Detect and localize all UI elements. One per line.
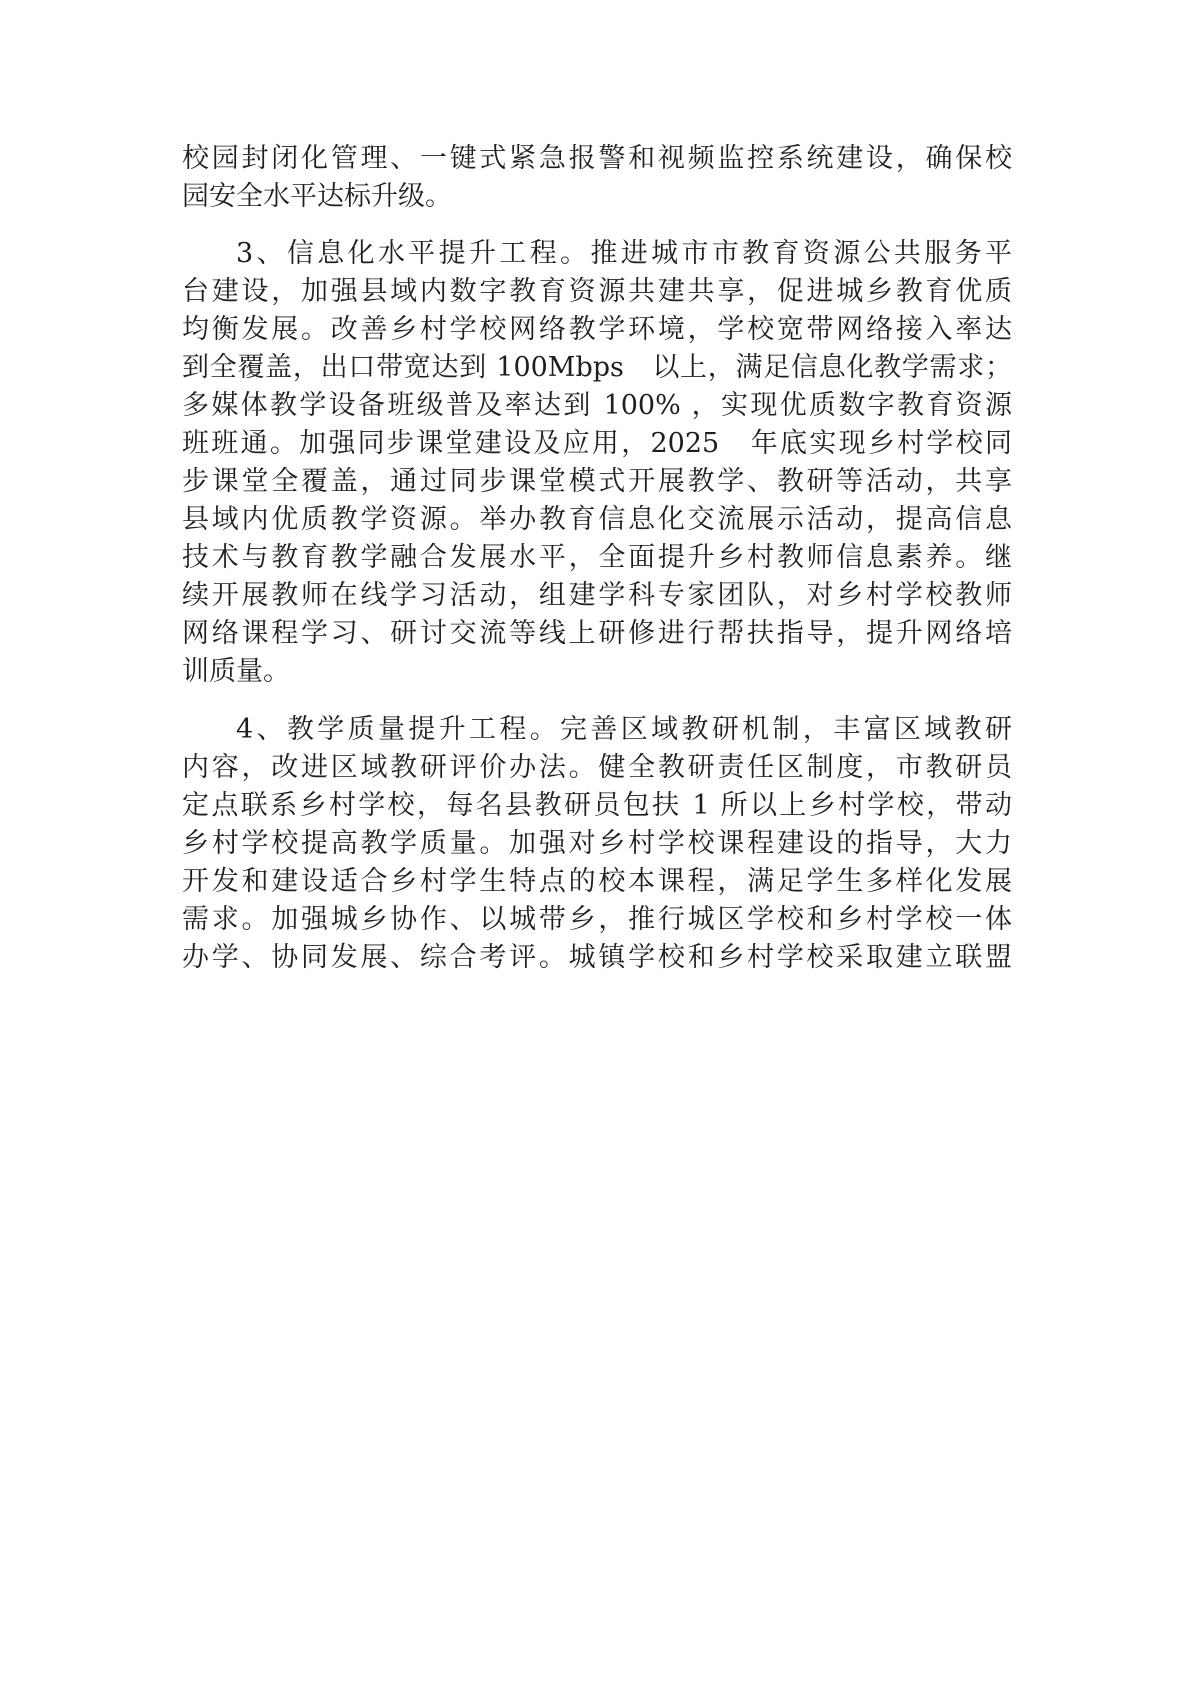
text-line: 4、教学质量提升工程。完善区域教研机制，丰富区域教研 bbox=[236, 714, 1012, 745]
text-line: 到全覆盖，出口带宽达到 100Mbps 以上，满足信息化教学需求； bbox=[182, 352, 1012, 383]
text-line: 内容，改进区域教研评价办法。健全教研责任区制度，市教研员 bbox=[182, 752, 1012, 783]
text-line: 多媒体教学设备班级普及率达到 100% ，实现优质数字教育资源 bbox=[182, 390, 1012, 421]
text-line: 3、信息化水平提升工程。推进城市市教育资源公共服务平 bbox=[236, 238, 1012, 269]
text-line: 步课堂全覆盖，通过同步课堂模式开展教学、教研等活动，共享 bbox=[182, 466, 1012, 497]
text-line: 县域内优质教学资源。举办教育信息化交流展示活动，提高信息 bbox=[182, 504, 1012, 535]
paragraph-teaching-quality bbox=[182, 711, 1012, 977]
text-line: 校园封闭化管理、一键式紧急报警和视频监控系统建设，确保校 bbox=[182, 143, 1012, 174]
text-line: 训质量。 bbox=[182, 656, 290, 687]
paragraph-informatization bbox=[182, 235, 1012, 691]
text-line: 网络课程学习、研讨交流等线上研修进行帮扶指导，提升网络培 bbox=[182, 618, 1012, 649]
text-line: 技术与教育教学融合发展水平，全面提升乡村教师信息素养。继 bbox=[182, 542, 1012, 573]
text-line: 班班通。加强同步课堂建设及应用，2025 年底实现乡村学校同 bbox=[182, 428, 1012, 459]
text-line: 均衡发展。改善乡村学校网络教学环境，学校宽带网络接入率达 bbox=[182, 314, 1012, 345]
paragraph-campus-safety bbox=[182, 140, 1012, 216]
text-line: 续开展教师在线学习活动，组建学科专家团队，对乡村学校教师 bbox=[182, 580, 1012, 611]
text-line: 需求。加强城乡协作、以城带乡，推行城区学校和乡村学校一体 bbox=[182, 904, 1012, 935]
text-line: 园安全水平达标升级。 bbox=[182, 181, 452, 212]
text-line: 定点联系乡村学校，每名县教研员包扶 1 所以上乡村学校，带动 bbox=[182, 790, 1012, 821]
text-line: 办学、协同发展、综合考评。城镇学校和乡村学校采取建立联盟 bbox=[182, 942, 1012, 973]
text-line: 乡村学校提高教学质量。加强对乡村学校课程建设的指导，大力 bbox=[182, 828, 1012, 859]
text-line: 台建设，加强县域内数字教育资源共建共享，促进城乡教育优质 bbox=[182, 276, 1012, 307]
document-body bbox=[182, 140, 1012, 977]
text-line: 开发和建设适合乡村学生特点的校本课程，满足学生多样化发展 bbox=[182, 866, 1012, 897]
